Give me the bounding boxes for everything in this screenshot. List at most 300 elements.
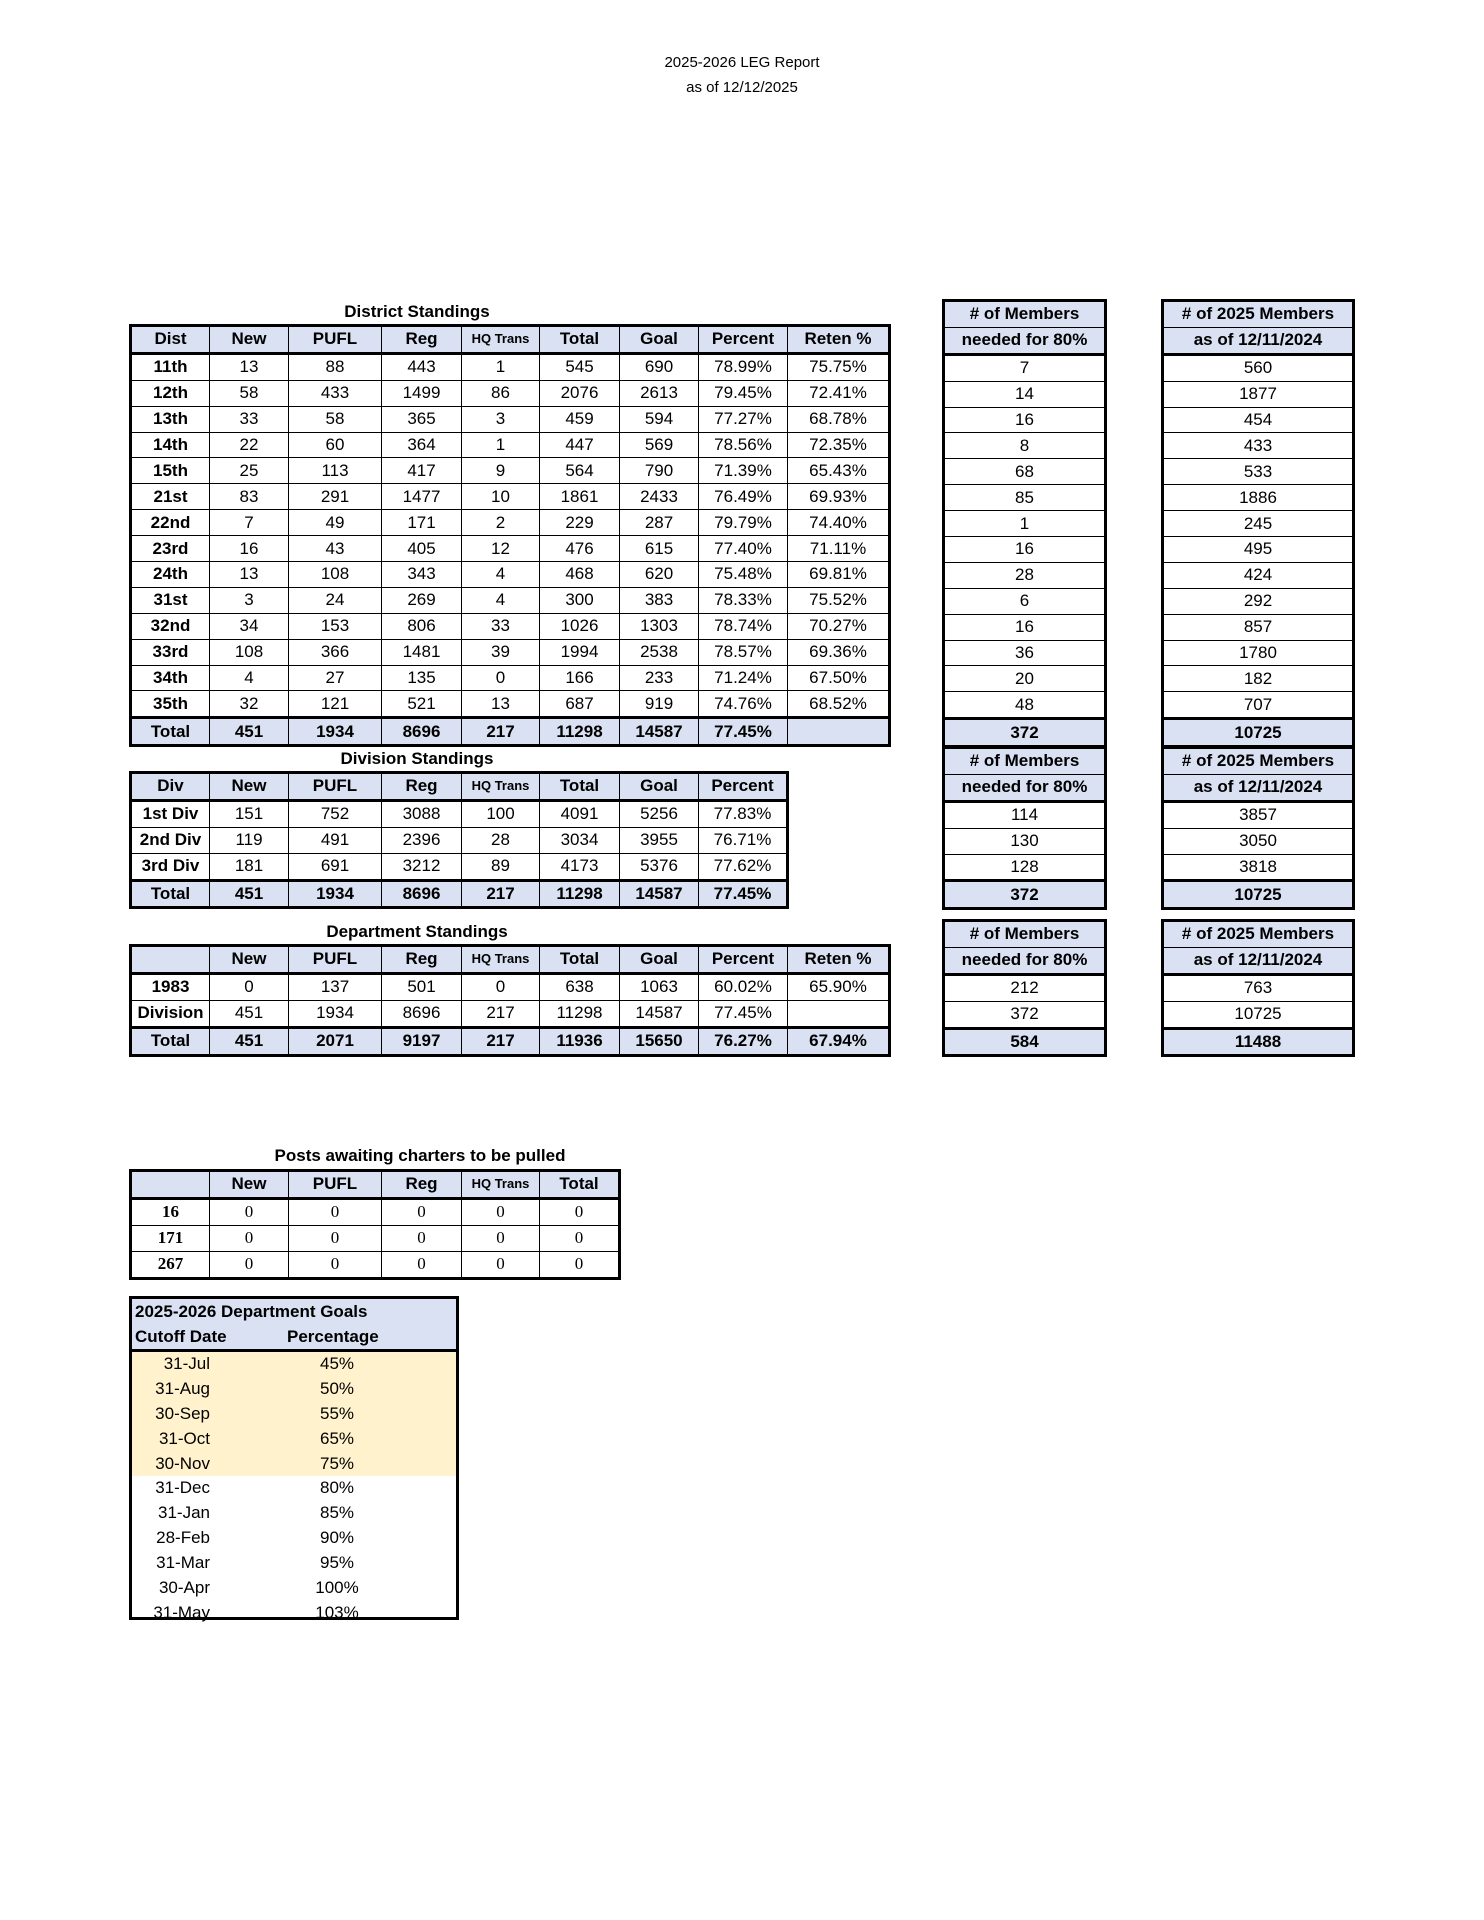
box-header: # of Members (944, 301, 1106, 328)
total-cell: 451 (210, 718, 289, 746)
row-label: 35th (131, 691, 210, 718)
box-value: 292 (1163, 588, 1354, 614)
table-cell: 0 (289, 1251, 382, 1278)
table-cell: 365 (382, 406, 462, 432)
table-cell: 3955 (620, 827, 699, 853)
table-cell: 383 (620, 587, 699, 613)
box-header: # of 2025 Members (1163, 301, 1354, 328)
row-label: 34th (131, 665, 210, 691)
table-cell: 1 (462, 432, 540, 458)
table-cell: 4173 (540, 853, 620, 880)
table-row (131, 432, 890, 458)
box-header-row (944, 301, 1106, 328)
post-number: 171 (131, 1225, 210, 1251)
table-cell: 24 (289, 587, 382, 613)
goal-percentage: 80% (319, 1478, 355, 1498)
column-header: Total (540, 773, 620, 801)
table-cell: 8696 (382, 1000, 462, 1027)
goal-date: 31-Mar (156, 1553, 210, 1573)
total-cell: 11298 (540, 718, 620, 746)
table-cell: 58 (289, 406, 382, 432)
goal-date: 31-Jan (158, 1503, 210, 1523)
table-cell: 74.40% (788, 510, 890, 536)
box-row (944, 433, 1106, 459)
box-header: needed for 80% (944, 947, 1106, 974)
total-cell: 14587 (620, 718, 699, 746)
table-cell: 78.33% (699, 587, 788, 613)
table-row (131, 562, 890, 588)
box-total-row (944, 1028, 1106, 1056)
column-header: Goal (620, 946, 699, 974)
goal-row (132, 1601, 456, 1626)
table-row (131, 406, 890, 432)
goal-percentage: 95% (319, 1553, 355, 1573)
table-cell: 447 (540, 432, 620, 458)
table-cell: 166 (540, 665, 620, 691)
table-cell: 4 (462, 562, 540, 588)
goal-row (132, 1526, 456, 1551)
box-total: 584 (944, 1028, 1106, 1056)
table-cell: 25 (210, 458, 289, 484)
table-cell: 2 (462, 510, 540, 536)
table-cell: 9 (462, 458, 540, 484)
table-cell: 32 (210, 691, 289, 718)
column-header: Reg (382, 1171, 462, 1199)
box-value: 560 (1163, 354, 1354, 381)
goal-date: 31-Jul (163, 1354, 210, 1373)
table-cell: 16 (210, 536, 289, 562)
table-cell: 790 (620, 458, 699, 484)
goal-date: 28-Feb (156, 1528, 210, 1548)
goal-row (132, 1551, 456, 1576)
box-row (1163, 828, 1354, 854)
table-cell: 28 (462, 827, 540, 853)
header-row (131, 1171, 620, 1199)
table-cell: 108 (210, 639, 289, 665)
box-value: 763 (1163, 974, 1354, 1001)
table-cell: 69.93% (788, 484, 890, 510)
post-number: 16 (131, 1198, 210, 1225)
box-value: 7 (944, 354, 1106, 381)
box-header-row (1163, 947, 1354, 974)
column-header: Reten % (788, 946, 890, 974)
box-value: 16 (944, 407, 1106, 433)
box-row (944, 1001, 1106, 1028)
goal-date: 31-Dec (155, 1478, 210, 1498)
table-cell: 1499 (382, 380, 462, 406)
column-header (131, 1171, 210, 1199)
total-cell: 76.27% (699, 1027, 788, 1055)
table-cell: 287 (620, 510, 699, 536)
box-header-row (1163, 301, 1354, 328)
box-value: 1877 (1163, 381, 1354, 407)
table-cell: 806 (382, 613, 462, 639)
table-cell: 89 (462, 853, 540, 880)
table-cell: 60 (289, 432, 382, 458)
table-cell: 615 (620, 536, 699, 562)
box-row (1163, 562, 1354, 588)
table-cell: 11298 (540, 1000, 620, 1027)
box-header: # of Members (944, 921, 1106, 948)
table-cell: 135 (382, 665, 462, 691)
district-prior-members-box (1161, 299, 1355, 748)
table-cell: 4 (462, 587, 540, 613)
table-cell: 60.02% (699, 973, 788, 1000)
table-cell: 291 (289, 484, 382, 510)
total-cell: 15650 (620, 1027, 699, 1055)
table-cell: 65.90% (788, 973, 890, 1000)
district-standings-title: District Standings (344, 302, 490, 321)
row-label: Division (131, 1000, 210, 1027)
goal-row (132, 1476, 456, 1501)
column-header: Total (540, 946, 620, 974)
goal-percentage: 55% (319, 1403, 355, 1423)
box-total: 11488 (1163, 1028, 1354, 1056)
column-header: PUFL (289, 1171, 382, 1199)
table-cell: 1481 (382, 639, 462, 665)
total-cell: 77.45% (699, 718, 788, 746)
table-row (131, 665, 890, 691)
table-cell: 33 (462, 613, 540, 639)
table-cell: 1026 (540, 613, 620, 639)
goal-row (132, 1402, 456, 1427)
box-row (1163, 801, 1354, 828)
column-header: Reten % (788, 326, 890, 354)
table-cell: 181 (210, 853, 289, 880)
table-row (131, 1251, 620, 1278)
department-goals-table (129, 1296, 459, 1620)
table-cell: 405 (382, 536, 462, 562)
box-row (944, 354, 1106, 381)
table-cell: 0 (289, 1198, 382, 1225)
table-cell: 68.52% (788, 691, 890, 718)
table-cell: 0 (462, 1198, 540, 1225)
table-row (131, 800, 788, 827)
column-header: Percent (699, 773, 788, 801)
box-row (944, 666, 1106, 692)
table-cell: 5256 (620, 800, 699, 827)
total-cell: 1934 (289, 718, 382, 746)
total-cell: 11936 (540, 1027, 620, 1055)
department-standings-title: Department Standings (326, 922, 508, 941)
table-cell: 4091 (540, 800, 620, 827)
box-value: 1 (944, 511, 1106, 537)
box-value: 85 (944, 485, 1106, 511)
column-header: HQ Trans (462, 326, 540, 354)
column-header: Total (540, 326, 620, 354)
table-cell: 79.45% (699, 380, 788, 406)
table-cell: 594 (620, 406, 699, 432)
table-cell: 3 (210, 587, 289, 613)
header-row (131, 946, 890, 974)
table-cell: 2076 (540, 380, 620, 406)
table-cell: 3 (462, 406, 540, 432)
goal-date: 31-May (153, 1602, 210, 1622)
row-label: 11th (131, 353, 210, 380)
column-header: Goal (620, 773, 699, 801)
box-header: needed for 80% (944, 774, 1106, 801)
row-label: 2nd Div (131, 827, 210, 853)
box-header-row (1163, 774, 1354, 801)
row-label: 31st (131, 587, 210, 613)
box-total: 372 (944, 719, 1106, 747)
box-row (1163, 1001, 1354, 1028)
table-cell: 569 (620, 432, 699, 458)
table-cell: 151 (210, 800, 289, 827)
goals-title: 2025-2026 Department Goals (135, 1302, 368, 1321)
table-cell: 13 (210, 353, 289, 380)
table-cell: 269 (382, 587, 462, 613)
goal-row (132, 1576, 456, 1601)
division-standings-title: Division Standings (340, 749, 494, 768)
column-header: PUFL (289, 946, 382, 974)
box-total: 10725 (1163, 719, 1354, 747)
box-row (944, 692, 1106, 719)
table-cell: 0 (540, 1251, 620, 1278)
box-value: 3857 (1163, 801, 1354, 828)
table-cell: 22 (210, 432, 289, 458)
total-cell: 67.94% (788, 1027, 890, 1055)
table-cell: 77.83% (699, 800, 788, 827)
table-cell: 0 (210, 1225, 289, 1251)
total-cell: 217 (462, 718, 540, 746)
table-row (131, 458, 890, 484)
row-label: 13th (131, 406, 210, 432)
table-row (131, 510, 890, 536)
table-cell: 79.79% (699, 510, 788, 536)
goal-percentage: 85% (319, 1503, 355, 1523)
table-cell: 0 (382, 1198, 462, 1225)
box-value: 433 (1163, 433, 1354, 459)
table-cell: 75.52% (788, 587, 890, 613)
table-cell: 27 (289, 665, 382, 691)
box-total-row (1163, 1028, 1354, 1056)
total-label: Total (131, 880, 210, 908)
total-row (131, 1027, 890, 1055)
table-cell: 0 (382, 1225, 462, 1251)
goal-percentage: 65% (319, 1428, 355, 1448)
goal-row (132, 1501, 456, 1526)
box-row (944, 828, 1106, 854)
table-row (131, 853, 788, 880)
goal-date: 30-Nov (155, 1453, 210, 1473)
goal-row (132, 1377, 456, 1402)
table-cell: 3088 (382, 800, 462, 827)
box-value: 372 (944, 1001, 1106, 1028)
table-cell: 72.41% (788, 380, 890, 406)
box-row (1163, 433, 1354, 459)
table-cell: 119 (210, 827, 289, 853)
goal-date: 31-Aug (155, 1378, 210, 1398)
total-row (131, 718, 890, 746)
table-cell: 501 (382, 973, 462, 1000)
box-header: needed for 80% (944, 327, 1106, 354)
goal-date: 30-Sep (155, 1403, 210, 1423)
column-header: HQ Trans (462, 773, 540, 801)
box-row (944, 562, 1106, 588)
box-value: 20 (944, 666, 1106, 692)
box-value: 533 (1163, 459, 1354, 485)
table-cell: 10 (462, 484, 540, 510)
column-header: PUFL (289, 773, 382, 801)
box-row (944, 801, 1106, 828)
goal-row (132, 1352, 456, 1377)
row-label: 12th (131, 380, 210, 406)
table-cell: 65.43% (788, 458, 890, 484)
report-title: 2025-2026 LEG Report (664, 54, 820, 71)
table-row (131, 973, 890, 1000)
table-cell: 691 (289, 853, 382, 880)
total-cell: 14587 (620, 880, 699, 908)
table-cell: 76.71% (699, 827, 788, 853)
box-row (944, 407, 1106, 433)
box-row (1163, 354, 1354, 381)
box-total: 10725 (1163, 881, 1354, 909)
division-table (129, 771, 789, 909)
box-value: 36 (944, 640, 1106, 666)
box-value: 3818 (1163, 854, 1354, 881)
box-row (944, 485, 1106, 511)
table-cell: 12 (462, 536, 540, 562)
box-value: 1780 (1163, 640, 1354, 666)
box-value: 245 (1163, 511, 1354, 537)
row-label: 3rd Div (131, 853, 210, 880)
table-cell: 14587 (620, 1000, 699, 1027)
table-cell: 75.75% (788, 353, 890, 380)
total-cell: 8696 (382, 880, 462, 908)
table-cell: 34 (210, 613, 289, 639)
table-cell: 366 (289, 639, 382, 665)
box-row (1163, 537, 1354, 563)
box-value: 454 (1163, 407, 1354, 433)
box-value: 48 (944, 692, 1106, 719)
total-label: Total (131, 1027, 210, 1055)
box-row (1163, 692, 1354, 719)
table-cell: 49 (289, 510, 382, 536)
box-value: 114 (944, 801, 1106, 828)
goals-col-date: Cutoff Date (135, 1327, 227, 1346)
box-value: 424 (1163, 562, 1354, 588)
row-label: 14th (131, 432, 210, 458)
table-cell: 564 (540, 458, 620, 484)
goal-percentage: 50% (319, 1378, 355, 1398)
table-cell: 69.81% (788, 562, 890, 588)
box-value: 16 (944, 614, 1106, 640)
goals-col-pct: Percentage (287, 1327, 379, 1346)
table-cell: 451 (210, 1000, 289, 1027)
district-table (129, 324, 891, 747)
table-cell: 0 (382, 1251, 462, 1278)
table-cell: 70.27% (788, 613, 890, 639)
goal-percentage: 103% (315, 1602, 359, 1622)
box-header-row (944, 947, 1106, 974)
total-cell: 451 (210, 1027, 289, 1055)
total-cell: 1934 (289, 880, 382, 908)
table-cell: 0 (210, 973, 289, 1000)
total-cell: 217 (462, 1027, 540, 1055)
table-row (131, 691, 890, 718)
goal-date: 30-Apr (158, 1578, 210, 1598)
table-cell: 468 (540, 562, 620, 588)
goals-header (132, 1299, 456, 1352)
table-cell: 1861 (540, 484, 620, 510)
table-cell: 620 (620, 562, 699, 588)
box-row (944, 614, 1106, 640)
table-cell: 69.36% (788, 639, 890, 665)
row-label: 23rd (131, 536, 210, 562)
total-cell: 8696 (382, 718, 462, 746)
table-row (131, 1000, 890, 1027)
table-cell: 75.48% (699, 562, 788, 588)
table-cell: 68.78% (788, 406, 890, 432)
box-header-row (1163, 327, 1354, 354)
box-row (944, 381, 1106, 407)
table-cell: 300 (540, 587, 620, 613)
column-header: New (210, 326, 289, 354)
row-label: 24th (131, 562, 210, 588)
column-header: Percent (699, 946, 788, 974)
total-cell: 77.45% (699, 880, 788, 908)
table-cell: 229 (540, 510, 620, 536)
box-header-row (1163, 921, 1354, 948)
table-cell: 4 (210, 665, 289, 691)
table-cell: 476 (540, 536, 620, 562)
header-row (131, 773, 788, 801)
table-cell: 545 (540, 353, 620, 380)
goal-percentage: 45% (319, 1354, 355, 1373)
header-row (131, 326, 890, 354)
box-row (1163, 854, 1354, 881)
column-header: New (210, 773, 289, 801)
table-cell: 76.49% (699, 484, 788, 510)
table-cell: 5376 (620, 853, 699, 880)
total-cell (788, 718, 890, 746)
box-value: 1886 (1163, 485, 1354, 511)
division-prior-members-box (1161, 746, 1355, 910)
table-cell: 2433 (620, 484, 699, 510)
table-cell: 1477 (382, 484, 462, 510)
table-cell: 233 (620, 665, 699, 691)
total-cell: 451 (210, 880, 289, 908)
box-row (944, 511, 1106, 537)
column-header: HQ Trans (462, 1171, 540, 1199)
box-value: 212 (944, 974, 1106, 1001)
table-cell: 417 (382, 458, 462, 484)
box-total-row (1163, 719, 1354, 747)
table-cell: 71.39% (699, 458, 788, 484)
table-cell: 1063 (620, 973, 699, 1000)
box-row (1163, 459, 1354, 485)
table-row (131, 639, 890, 665)
table-cell: 171 (382, 510, 462, 536)
table-cell: 0 (462, 973, 540, 1000)
table-cell: 78.57% (699, 639, 788, 665)
table-cell: 0 (462, 665, 540, 691)
table-row (131, 353, 890, 380)
table-cell: 2538 (620, 639, 699, 665)
total-cell: 217 (462, 880, 540, 908)
box-header: # of 2025 Members (1163, 748, 1354, 775)
table-row (131, 1225, 620, 1251)
table-row (131, 380, 890, 406)
table-cell: 459 (540, 406, 620, 432)
box-total: 372 (944, 881, 1106, 909)
report-date: as of 12/12/2025 (686, 79, 798, 96)
box-value: 707 (1163, 692, 1354, 719)
row-label: 1st Div (131, 800, 210, 827)
table-row (131, 536, 890, 562)
table-cell: 217 (462, 1000, 540, 1027)
